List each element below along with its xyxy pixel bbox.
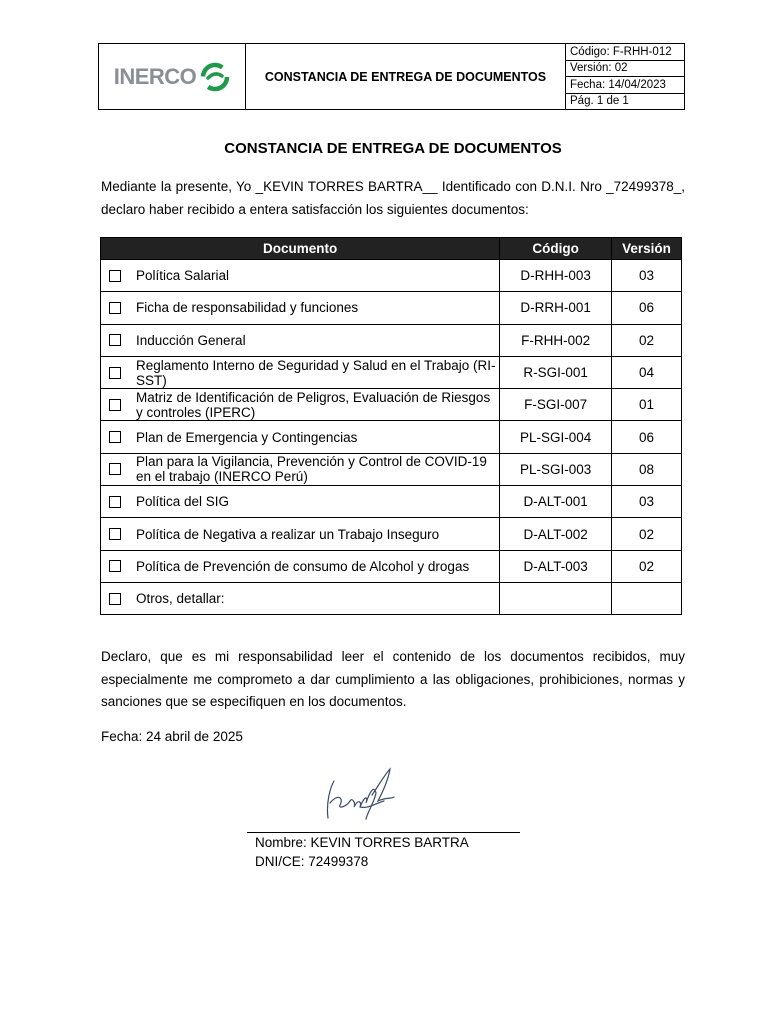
documento-label: Reglamento Interno de Seguridad y Salud en el Trabajo (RI-SST) — [136, 357, 496, 388]
version-cell: 02 — [612, 324, 682, 356]
checkbox-icon[interactable] — [109, 496, 121, 508]
checkbox-icon[interactable] — [109, 593, 121, 605]
codigo-cell: D-RHH-003 — [500, 260, 612, 292]
documento-item — [101, 358, 499, 388]
header-code: Código: F-RHH-012 — [566, 44, 684, 61]
documento-cell — [101, 389, 500, 421]
table-row — [101, 453, 682, 485]
header-metadata — [566, 44, 684, 109]
checkbox-icon[interactable] — [109, 431, 121, 443]
documento-item — [101, 591, 499, 606]
documento-item — [101, 559, 499, 574]
version-cell: 04 — [612, 356, 682, 388]
table-row — [101, 356, 682, 388]
table-row — [101, 324, 682, 356]
signer-name: Nombre: KEVIN TORRES BARTRA — [255, 835, 469, 850]
document-header — [98, 43, 685, 110]
documento-cell — [101, 356, 500, 388]
documento-cell — [101, 292, 500, 324]
checkbox-icon[interactable] — [109, 463, 121, 475]
table-row — [101, 582, 682, 614]
documento-item — [101, 300, 499, 315]
intro-paragraph: Mediante la presente, Yo _KEVIN TORRES BARTRA__ Identificado con D.N.I. Nro _72499378_, declaro haber recibido a entera satisfacción los siguientes documentos: — [101, 179, 685, 217]
codigo-cell: D-ALT-002 — [500, 518, 612, 550]
codigo-cell: R-SGI-001 — [500, 356, 612, 388]
documento-label: Política Salarial — [136, 268, 230, 284]
version-cell: 03 — [612, 486, 682, 518]
handwritten-signature — [316, 763, 408, 825]
documento-cell — [101, 582, 500, 614]
codigo-cell: F-RHH-002 — [500, 324, 612, 356]
checkbox-icon[interactable] — [109, 560, 121, 572]
version-cell: 01 — [612, 389, 682, 421]
document-title: CONSTANCIA DE ENTREGA DE DOCUMENTOS — [224, 140, 562, 157]
documento-cell — [101, 486, 500, 518]
documento-item — [101, 494, 499, 509]
documento-cell — [101, 518, 500, 550]
documento-label: Política de Negativa a realizar un Trabajo Inseguro — [136, 526, 440, 542]
signer-dni: DNI/CE: 72499378 — [255, 854, 369, 869]
documento-cell — [101, 550, 500, 582]
header-page: Pág. 1 de 1 — [570, 95, 629, 108]
codigo-cell: D-ALT-003 — [500, 550, 612, 582]
header-codigo: Código — [500, 238, 612, 260]
checkbox-icon[interactable] — [109, 367, 121, 379]
codigo-cell: D-RRH-001 — [500, 292, 612, 324]
codigo-cell: PL-SGI-004 — [500, 421, 612, 453]
codigo-cell — [500, 582, 612, 614]
documento-item — [101, 268, 499, 283]
declaration-paragraph: Declaro, que es mi responsabilidad leer el contenido de los documentos recibidos, muy especialmente me comprometo a dar cumplimiento a las obligaciones, prohibiciones, normas y sanciones que se especifiquen en los documentos. — [101, 649, 685, 709]
version-cell: 06 — [612, 292, 682, 324]
table-row — [101, 486, 682, 518]
checkbox-icon[interactable] — [109, 334, 121, 346]
header-date: Fecha: 14/04/2023 — [566, 77, 684, 94]
documento-label: Otros, detallar: — [136, 591, 225, 607]
table-row — [101, 550, 682, 582]
signature-block — [255, 833, 469, 871]
table-row — [101, 292, 682, 324]
version-cell: 08 — [612, 453, 682, 485]
table-header-row — [101, 238, 682, 260]
documento-item — [101, 454, 499, 484]
version-cell: 02 — [612, 550, 682, 582]
documento-label: Inducción General — [136, 332, 246, 348]
checkbox-icon[interactable] — [109, 399, 121, 411]
inerco-logo-icon — [200, 62, 230, 92]
header-version: Versión — [612, 238, 682, 260]
version-cell — [612, 582, 682, 614]
checkbox-icon[interactable] — [109, 302, 121, 314]
company-logo — [99, 44, 246, 109]
checkbox-icon[interactable] — [109, 270, 121, 282]
table-row — [101, 421, 682, 453]
documents-table — [100, 237, 682, 615]
documento-label: Ficha de responsabilidad y funciones — [136, 300, 359, 316]
documento-label: Política de Prevención de consumo de Alcohol y drogas — [136, 558, 470, 574]
logo-text: INERCO — [113, 63, 197, 89]
documento-item — [101, 430, 499, 445]
checkbox-icon[interactable] — [109, 528, 121, 540]
version-cell: 02 — [612, 518, 682, 550]
documento-item — [101, 333, 499, 348]
version-cell: 03 — [612, 260, 682, 292]
documento-cell — [101, 324, 500, 356]
date-line: Fecha: 24 abril de 2025 — [101, 729, 243, 744]
documento-cell — [101, 421, 500, 453]
version-cell: 06 — [612, 421, 682, 453]
documento-label: Plan de Emergencia y Contingencias — [136, 429, 358, 445]
codigo-cell: D-ALT-001 — [500, 486, 612, 518]
table-row — [101, 518, 682, 550]
documento-cell — [101, 260, 500, 292]
codigo-cell: F-SGI-007 — [500, 389, 612, 421]
header-version: Versión: 02 — [566, 61, 684, 78]
documento-label: Matriz de Identificación de Peligros, Evaluación de Riesgos y controles (IPERC) — [136, 389, 491, 420]
documento-item — [101, 527, 499, 542]
documento-label: Plan para la Vigilancia, Prevención y Control de COVID-19 en el trabajo (INERCO Perú) — [136, 454, 487, 485]
documento-cell — [101, 453, 500, 485]
header-documento: Documento — [101, 238, 500, 260]
documento-label: Política del SIG — [136, 494, 230, 510]
codigo-cell: PL-SGI-003 — [500, 453, 612, 485]
documento-item — [101, 390, 499, 420]
header-title: CONSTANCIA DE ENTREGA DE DOCUMENTOS — [246, 44, 566, 109]
table-row — [101, 389, 682, 421]
table-row — [101, 260, 682, 292]
